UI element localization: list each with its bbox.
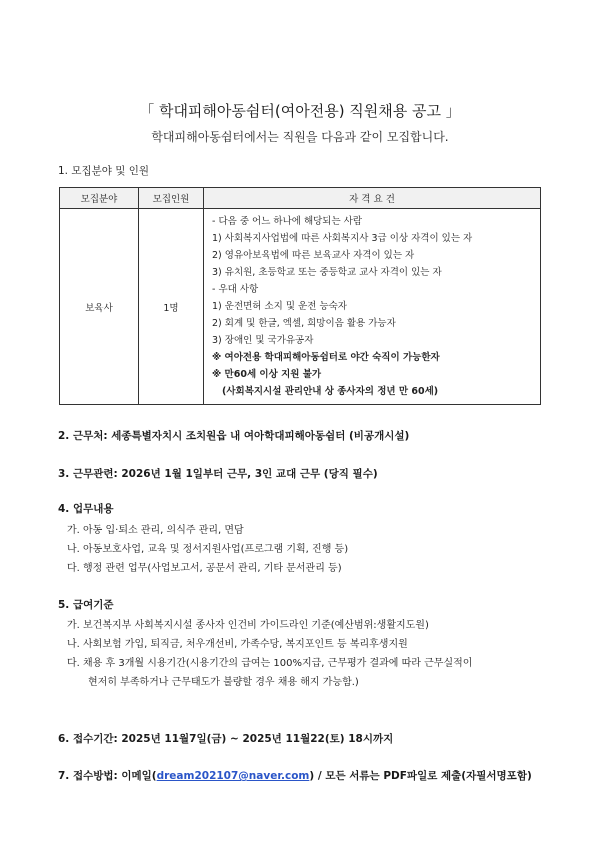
section5-item: 나. 사회보험 가입, 퇴직금, 처우개선비, 가족수당, 복지포인트 등 복리후생지원 bbox=[67, 639, 408, 650]
section5-item: 다. 채용 후 3개월 시용기간(시용기간의 급여는 100%지급, 근무평가 결과에 따라 근무실적이 bbox=[67, 658, 473, 669]
table-header-count: 모집인원 bbox=[139, 188, 204, 209]
section5-heading: 5. 급여기준 bbox=[58, 599, 114, 611]
section3-text: 3. 근무관련: 2026년 1월 1일부터 근무, 3인 교대 근무 (당직 필수) bbox=[58, 468, 378, 480]
requirement-line: 2) 회계 및 한글, 엑셀, 희망이음 활용 가능자 bbox=[212, 318, 396, 329]
requirement-note: ※ 만60세 이상 지원 불가 bbox=[212, 369, 322, 380]
table-header-field: 모집분야 bbox=[60, 188, 139, 209]
table-cell-count: 1명 bbox=[139, 209, 204, 405]
section4-item: 다. 행정 관련 업무(사업보고서, 공문서 관리, 기타 문서관리 등) bbox=[67, 563, 342, 574]
table-header-row bbox=[60, 188, 541, 209]
section6-text: 6. 접수기간: 2025년 11월7일(금) ~ 2025년 11월22(토) 18시까지 bbox=[58, 733, 394, 745]
table-cell-requirements bbox=[204, 209, 541, 405]
table-row bbox=[60, 209, 541, 405]
section1-heading: 1. 모집분야 및 인원 bbox=[58, 165, 150, 177]
section4-item: 나. 아동보호사업, 교육 및 정서지원사업(프로그램 기획, 진행 등) bbox=[67, 544, 349, 555]
section7-suffix: ) / 모든 서류는 PDF파일로 제출(자필서명포함) bbox=[309, 770, 532, 782]
requirement-note: (사회복지시설 관리안내 상 종사자의 정년 만 60세) bbox=[222, 386, 439, 397]
section5-item: 가. 보건복지부 사회복지시설 종사자 인건비 가이드라인 기준(예산범위:생활지도원) bbox=[67, 620, 429, 631]
requirement-line: 1) 운전면허 소지 및 운전 능숙자 bbox=[212, 301, 347, 312]
page-title: 「 학대피해아동쉼터(여아전용) 직원채용 공고 」 bbox=[139, 102, 461, 120]
requirement-note: ※ 여아전용 학대피해아동쉼터로 야간 숙직이 가능한자 bbox=[212, 352, 440, 363]
requirement-line: - 우대 사항 bbox=[212, 284, 259, 295]
requirement-line: - 다음 중 어느 하나에 해당되는 사람 bbox=[212, 216, 363, 227]
requirement-line: 1) 사회복지사업법에 따른 사회복지사 3급 이상 자격이 있는 자 bbox=[212, 233, 473, 244]
section4-heading: 4. 업무내용 bbox=[58, 503, 114, 515]
section4-item: 가. 아동 입·퇴소 관리, 의식주 관리, 면담 bbox=[67, 525, 244, 536]
page-subtitle: 학대피해아동쉼터에서는 직원을 다음과 같이 모집합니다. bbox=[151, 130, 449, 144]
section7-prefix: 7. 접수방법: 이메일( bbox=[58, 770, 157, 782]
section5-item-continued: 현저히 부족하거나 근무태도가 불량할 경우 채용 해지 가능함.) bbox=[88, 677, 359, 688]
table-header-requirements: 자 격 요 건 bbox=[204, 188, 541, 209]
section7-text bbox=[58, 768, 532, 783]
requirement-line: 2) 영유아보육법에 따른 보육교사 자격이 있는 자 bbox=[212, 250, 415, 261]
recruitment-table bbox=[59, 187, 541, 405]
requirement-line: 3) 유치원, 초등학교 또는 중등학교 교사 자격이 있는 자 bbox=[212, 267, 442, 278]
section2-text: 2. 근무처: 세종특별자치시 조치원읍 내 여아학대피해아동쉼터 (비공개시설) bbox=[58, 430, 410, 442]
requirement-line: 3) 장애인 및 국가유공자 bbox=[212, 335, 314, 346]
email-link[interactable]: dream202107@naver.com bbox=[156, 770, 310, 782]
table-cell-field: 보육사 bbox=[60, 209, 139, 405]
